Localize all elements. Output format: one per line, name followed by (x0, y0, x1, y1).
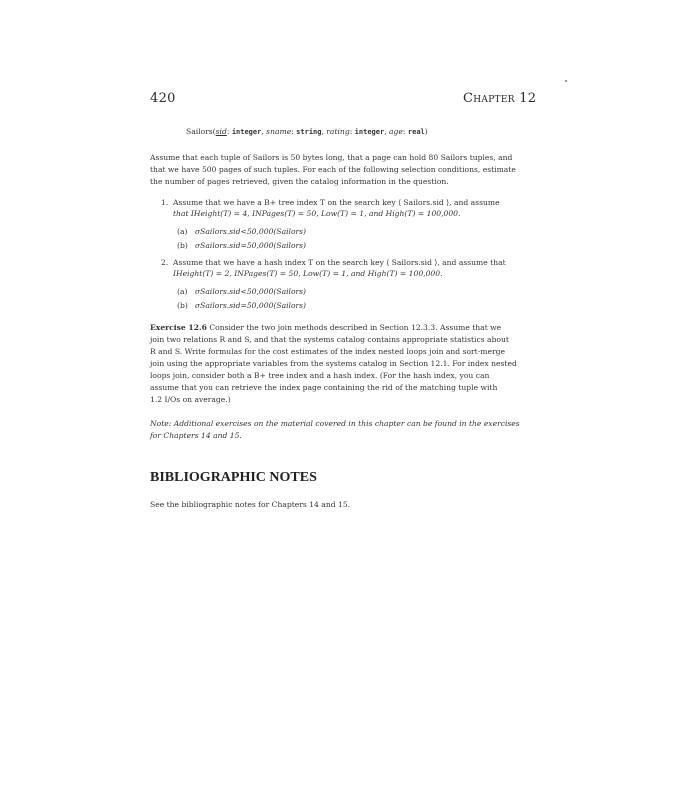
item1-line1: Assume that we have a B+ tree index T on the search key ⟨ Sailors.sid ⟩, and assume (173, 198, 500, 207)
schema-age: age (389, 127, 403, 136)
schema-line: Sailors(sid: integer, sname: string, rating: integer, age: real) (186, 127, 428, 136)
exercise-line-2: join two relations R and S, and that the systems catalog contains appropriate statistics about (150, 335, 509, 344)
schema-type-string: string (296, 128, 322, 136)
schema-sname: sname (266, 127, 292, 136)
schema-type-integer: integer (231, 128, 262, 136)
bib-text: See the bibliographic notes for Chapters 14 and 15. (150, 500, 351, 509)
item2-line2: IHeight(T) = 2, INPages(T) = 50, Low(T) = 1, and High(T) = 100,000. (173, 269, 443, 278)
exercise-line-7: 1.2 I/Os on average.) (150, 395, 231, 404)
page-number: 420 (150, 91, 176, 106)
exercise-line-3: R and S. Write formulas for the cost estimates of the index nested loops join and sort-merge (150, 347, 505, 356)
schema-type-integer-2: integer (354, 128, 385, 136)
intro-line-2: that we have 500 pages of such tuples. For each of the following selection conditions, estimate (150, 165, 516, 174)
section-heading: BIBLIOGRAPHIC NOTES (150, 470, 317, 485)
item1a-expr: σSailors.sid<50,000(Sailors) (195, 227, 307, 236)
schema-relation: Sailors( (186, 127, 216, 136)
chapter-title: Chapter 12 (463, 91, 537, 106)
schema-rating: rating (326, 127, 350, 136)
item2-number: 2. (161, 258, 169, 267)
exercise-line-1 (150, 322, 501, 334)
margin-mark (565, 80, 567, 82)
exercise-text-1: Consider the two join methods described in Section 12.3.3. Assume that we (209, 323, 502, 332)
item2a-label: (a) (177, 287, 188, 296)
exercise-line-6: assume that you can retrieve the index page containing the rid of the matching tuple with (150, 383, 498, 392)
exercise-line-4: join using the appropriate variables from the systems catalog in Section 12.1. For index nested (150, 359, 517, 368)
item2b-expr: σSailors.sid=50,000(Sailors) (195, 301, 307, 310)
schema-type-real: real (407, 128, 425, 136)
exercise-label: Exercise 12.6 (150, 323, 207, 332)
note-line-2: for Chapters 14 and 15. (150, 431, 242, 440)
item2b-label: (b) (177, 301, 188, 310)
item1b-label: (b) (177, 241, 188, 250)
schema-close: ) (424, 127, 428, 136)
item2-line1: Assume that we have a hash index T on the search key ⟨ Sailors.sid ⟩, and assume that (173, 258, 506, 267)
schema-sep: : (226, 127, 230, 136)
item2a-expr: σSailors.sid<50,000(Sailors) (195, 287, 307, 296)
item1a-label: (a) (177, 227, 188, 236)
intro-line-3: the number of pages retrieved, given the catalog information in the question. (150, 177, 449, 186)
item1-number: 1. (161, 198, 169, 207)
exercise-line-5: loops join, consider both a B+ tree index and a hash index. (For the hash index, you can (150, 371, 490, 380)
note-line-1: Note: Additional exercises on the material covered in this chapter can be found in the exercises (150, 419, 520, 428)
intro-line-1: Assume that each tuple of Sailors is 50 bytes long, that a page can hold 80 Sailors tuples, and (150, 153, 513, 162)
schema-sid: sid (215, 127, 227, 136)
item1-line2: that IHeight(T) = 4, INPages(T) = 50, Low(T) = 1, and High(T) = 100,000. (173, 209, 461, 218)
item1b-expr: σSailors.sid=50,000(Sailors) (195, 241, 307, 250)
